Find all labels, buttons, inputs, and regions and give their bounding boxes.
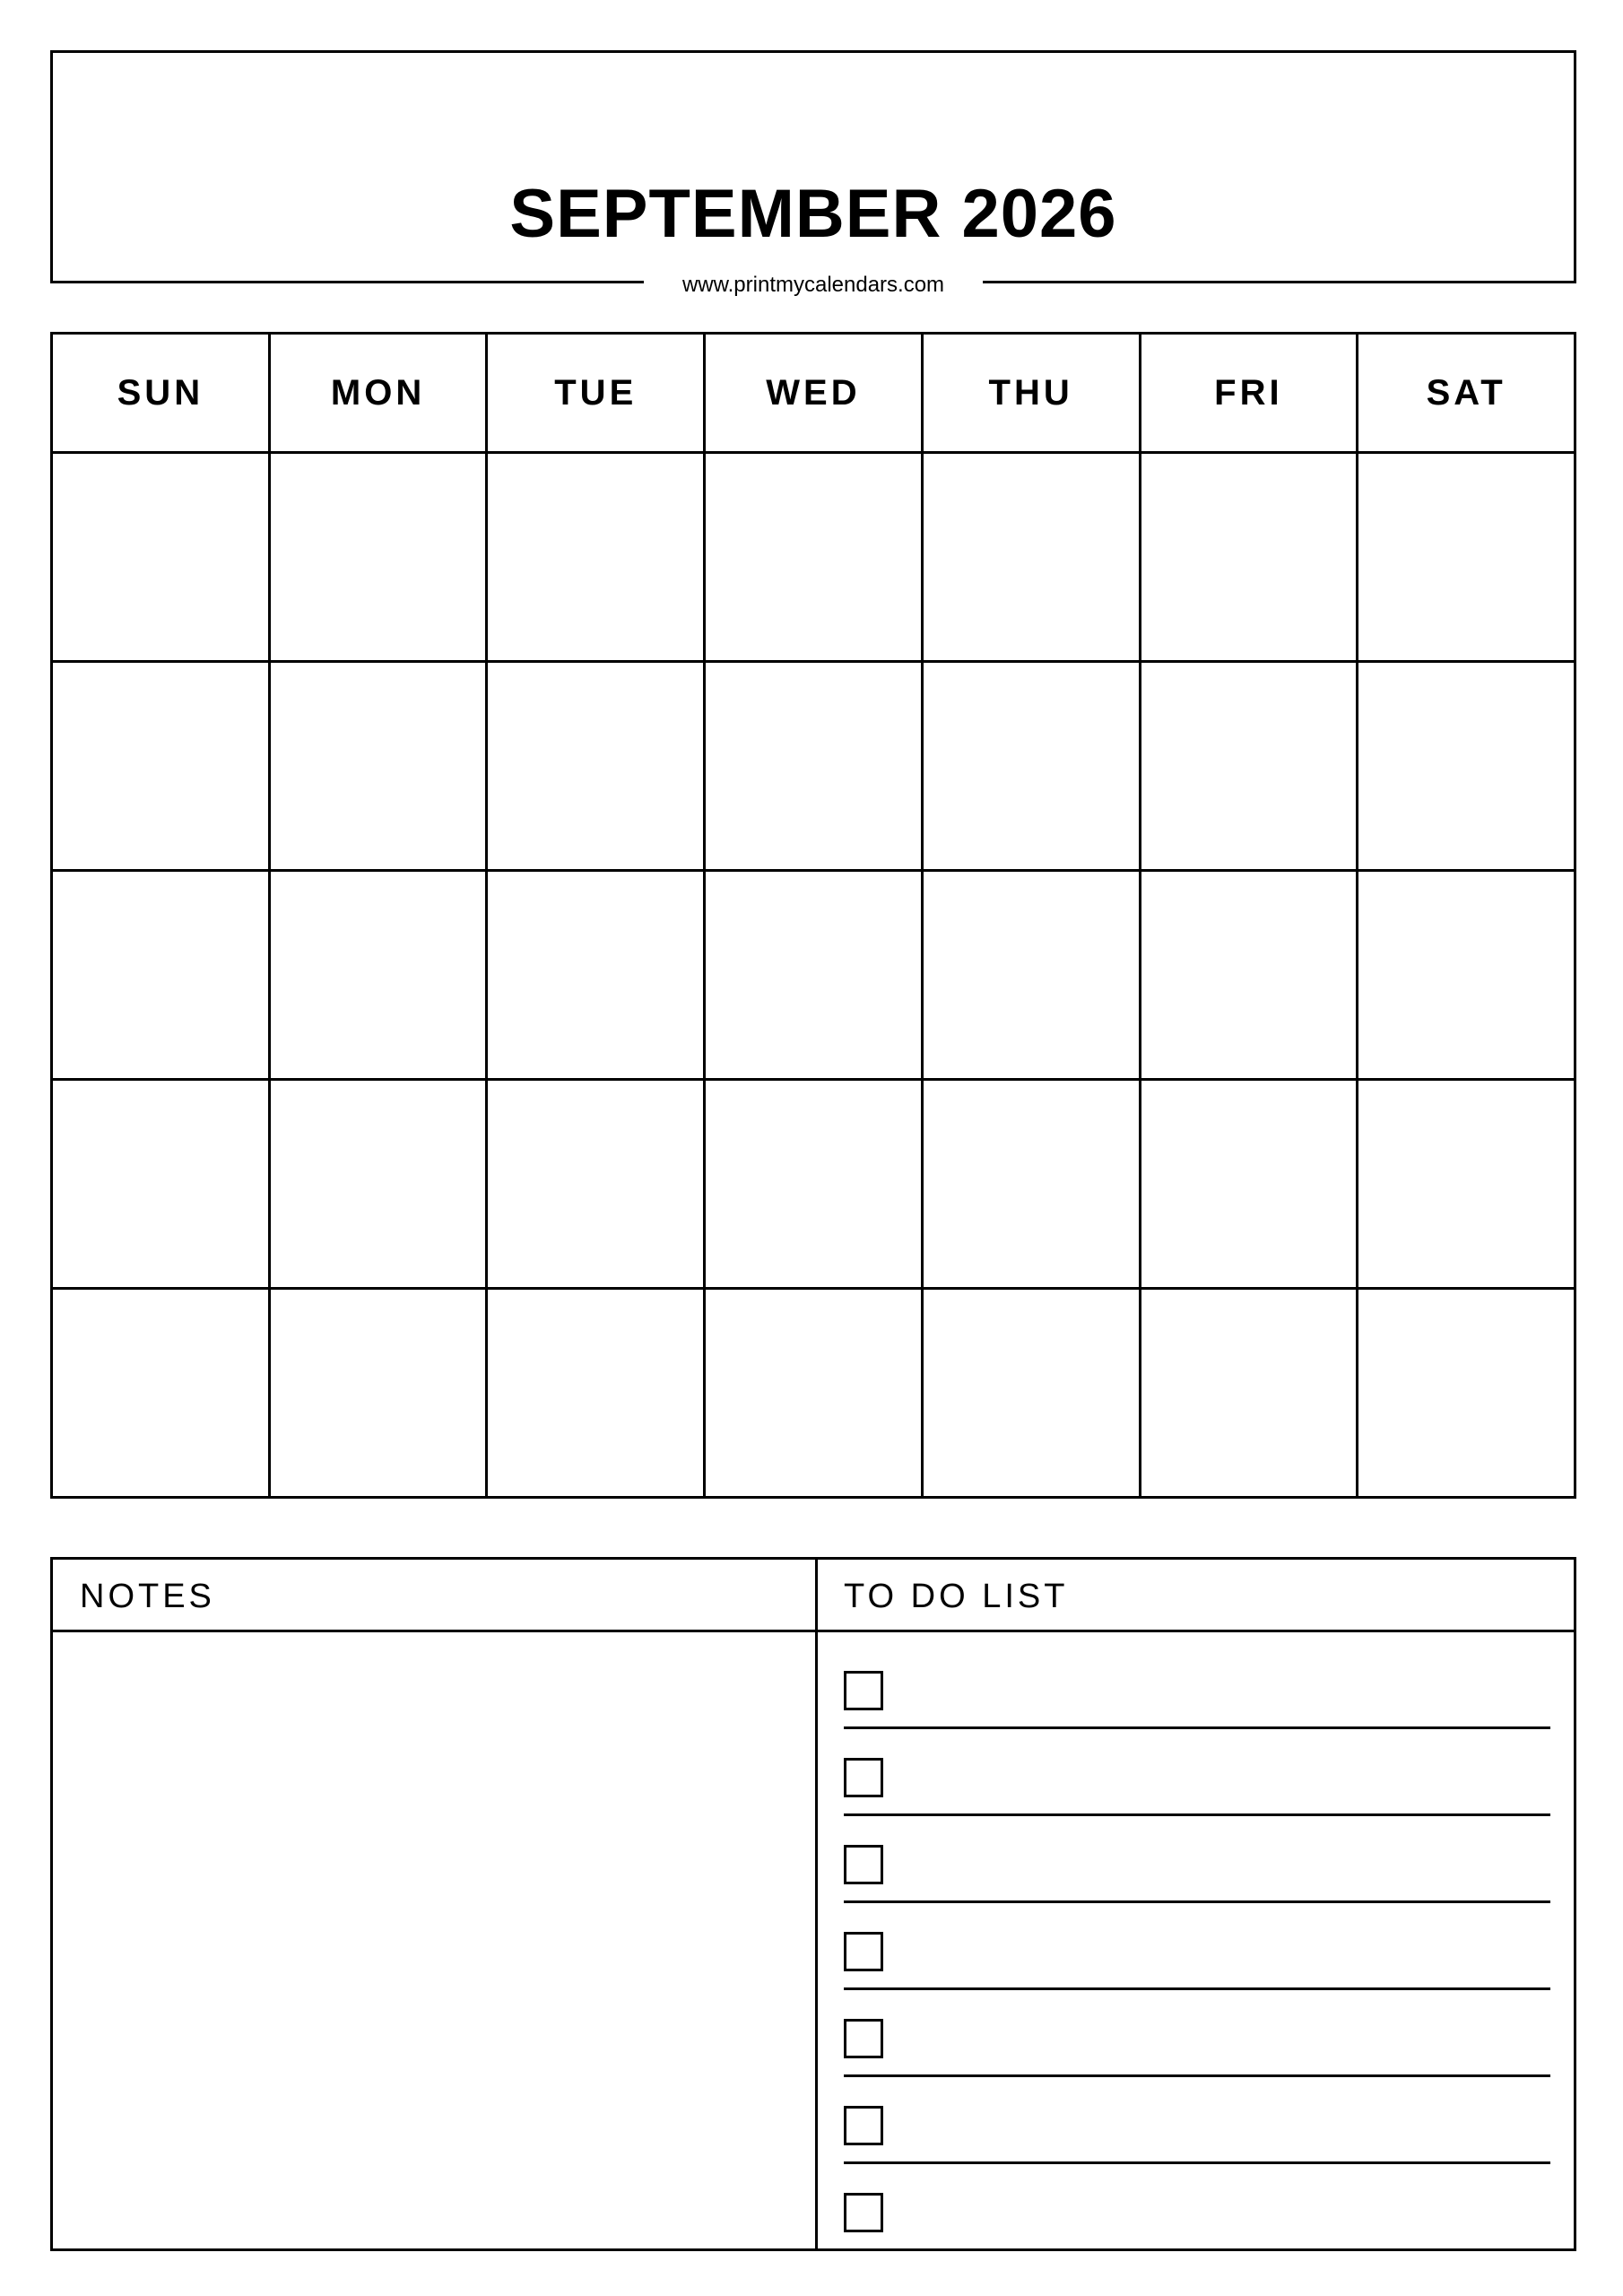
calendar-grid	[50, 332, 1576, 1499]
day-cell[interactable]	[1358, 871, 1575, 1080]
todo-checkbox[interactable]	[844, 2019, 883, 2058]
day-cell[interactable]	[922, 871, 1140, 1080]
weekday-fri: FRI	[1140, 334, 1358, 453]
day-cell[interactable]	[922, 662, 1140, 871]
day-cell[interactable]	[269, 1080, 487, 1289]
day-cell[interactable]	[1358, 1080, 1575, 1289]
day-cell[interactable]	[1140, 871, 1358, 1080]
day-cell[interactable]	[269, 662, 487, 871]
day-cell[interactable]	[705, 453, 923, 662]
day-cell[interactable]	[922, 453, 1140, 662]
notes-label: NOTES	[80, 1578, 215, 1615]
weekday-sat: SAT	[1358, 334, 1575, 453]
todo-checkbox[interactable]	[844, 1758, 883, 1797]
weekday-tue: TUE	[487, 334, 705, 453]
day-cell[interactable]	[487, 1289, 705, 1498]
day-cell[interactable]	[52, 662, 270, 871]
day-cell[interactable]	[52, 1289, 270, 1498]
day-cell[interactable]	[269, 1289, 487, 1498]
weekday-thu: THU	[922, 334, 1140, 453]
day-cell[interactable]	[1140, 453, 1358, 662]
week-row	[52, 871, 1575, 1080]
day-cell[interactable]	[52, 871, 270, 1080]
day-cell[interactable]	[705, 1080, 923, 1289]
panel-divider-horizontal	[53, 1630, 1574, 1632]
weekday-sun: SUN	[52, 334, 270, 453]
day-cell[interactable]	[52, 1080, 270, 1289]
day-cell[interactable]	[1140, 1080, 1358, 1289]
day-cell[interactable]	[269, 871, 487, 1080]
weekday-mon: MON	[269, 334, 487, 453]
week-row	[52, 1080, 1575, 1289]
notes-todo-panel	[50, 1557, 1576, 2251]
day-cell[interactable]	[52, 453, 270, 662]
day-cell[interactable]	[705, 871, 923, 1080]
day-cell[interactable]	[705, 662, 923, 871]
todo-item[interactable]	[844, 2077, 1550, 2164]
todo-checkbox[interactable]	[844, 1932, 883, 1971]
day-cell[interactable]	[922, 1080, 1140, 1289]
day-cell[interactable]	[487, 453, 705, 662]
todo-item[interactable]	[844, 1729, 1550, 1816]
calendar-body	[52, 453, 1575, 1498]
todo-item[interactable]	[844, 1642, 1550, 1729]
week-row	[52, 1289, 1575, 1498]
title-box	[50, 50, 1576, 283]
weekday-header-row	[52, 334, 1575, 453]
todo-checkbox[interactable]	[844, 1671, 883, 1710]
todo-checkbox[interactable]	[844, 2193, 883, 2232]
day-cell[interactable]	[1140, 1289, 1358, 1498]
day-cell[interactable]	[922, 1289, 1140, 1498]
day-cell[interactable]	[487, 1080, 705, 1289]
day-cell[interactable]	[705, 1289, 923, 1498]
website-url: www.printmycalendars.com	[644, 267, 983, 303]
todo-item[interactable]	[844, 1990, 1550, 2077]
todo-item[interactable]	[844, 1903, 1550, 1990]
panel-divider-vertical	[815, 1560, 818, 2248]
week-row	[52, 453, 1575, 662]
weekday-wed: WED	[705, 334, 923, 453]
day-cell[interactable]	[487, 662, 705, 871]
todo-item[interactable]	[844, 2164, 1550, 2251]
todo-label: TO DO LIST	[844, 1578, 1069, 1615]
day-cell[interactable]	[1358, 662, 1575, 871]
day-cell[interactable]	[487, 871, 705, 1080]
day-cell[interactable]	[1140, 662, 1358, 871]
todo-checkbox[interactable]	[844, 2106, 883, 2145]
day-cell[interactable]	[1358, 453, 1575, 662]
page-title: SEPTEMBER 2026	[509, 176, 1117, 252]
todo-checkbox[interactable]	[844, 1845, 883, 1884]
day-cell[interactable]	[1358, 1289, 1575, 1498]
week-row	[52, 662, 1575, 871]
day-cell[interactable]	[269, 453, 487, 662]
todo-item[interactable]	[844, 1816, 1550, 1903]
